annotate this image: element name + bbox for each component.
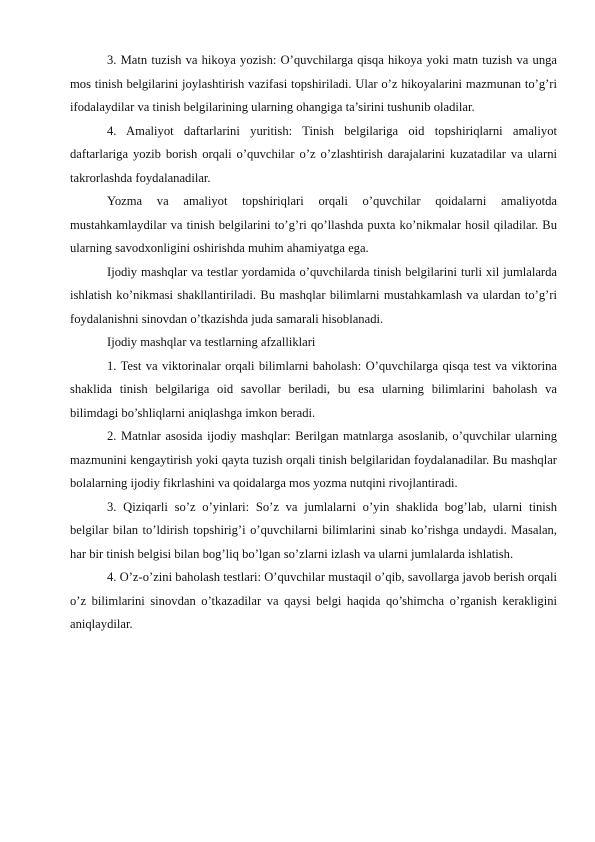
paragraph-practice-notebooks: 4. Amaliyot daftarlarini yuritish: Tinish belgilariga oid topshiriqlarni amaliyot daftarlariga yozib borish orqali o’quvchilar o’z o’zlashtirish darajalarini kuzatadilar va ularni takrorlashda foydalanadilar. <box>70 123 557 185</box>
paragraph-text-based-exercises: 2. Matnlar asosida ijodiy mashqlar: Berilgan matnlarga asoslanib, o’quvchilar ularning mazmunini kengaytirish yoki qayta tuzish orqali tinish belgilaridan foydalanadilar. Bu mashqlar bolalarning ijodiy fikrlashini va qoidalarga mos yozma nutqini rivojlantiradi. <box>70 429 557 490</box>
text-body <box>70 49 557 637</box>
paragraph-self-assessment: 4. O’z-o’zini baholash testlari: O’quvchilar mustaqil o’qib, savollarga javob berish orqali o’z bilimlarini sinovdan o’tkazadilar va qaysi belgi haqida qo’shimcha o’rganish kerakligini aniqlaydilar. <box>70 570 557 631</box>
paragraph-written-tasks: Yozma va amaliyot topshiriqlari orqali o’quvchilar qoidalarni amaliyotda mustahkamlaydilar va tinish belgilarini to’g’ri qo’llashda puxta ko’nikmalar hosil qiladilar. Bu ularning savodxonligini oshirishda muhim ahamiyatga ega. <box>70 194 557 255</box>
paragraph-story-writing: 3. Matn tuzish va hikoya yozish: O’quvchilarga qisqa hikoya yoki matn tuzish va unga mos tinish belgilarini joylashtirish vazifasi topshiriladi. Ular o’z hikoyalarini mazmunan to’g’ri ifodalaydilar va tinish belgilarining ularning ohangiga ta’sirini tushunib oladilar. <box>70 53 557 114</box>
paragraph-creative-exercises: Ijodiy mashqlar va testlar yordamida o’quvchilarda tinish belgilarini turli xil jumlalarda ishlatish ko’nikmasi shakllantiriladi. Bu mashqlar bilimlarni mustahkamlash va ulardan to’g’ri foydalanishni sinovdan o’tkazishda juda samarali hisoblanadi. <box>70 264 557 326</box>
section-heading-advantages: Ijodiy mashqlar va testlarning afzalliklari <box>107 335 316 349</box>
paragraph-word-games: 3. Qiziqarli so’z o’yinlari: So’z va jumlalarni o’yin shaklida bog’lab, ularni tinish belgilar bilan to’ldirish topshirig’i o’quvchilarni bilimlarini sinab ko’rishga undaydi. Masalan, har bir tinish belgisi bilan bog’liq bo’lgan so’zlarni izlash va ularni jumlalarda ishlatish. <box>70 499 557 561</box>
paragraph-tests-quizzes: 1. Test va viktorinalar orqali bilimlarni baholash: O’quvchilarga qisqa test va viktorina shaklida tinish belgilariga oid savollar beriladi, bu esa ularning bilimlarini baholash va bilimdagi bo’shliqlarni aniqlashga imkon beradi. <box>70 358 557 420</box>
